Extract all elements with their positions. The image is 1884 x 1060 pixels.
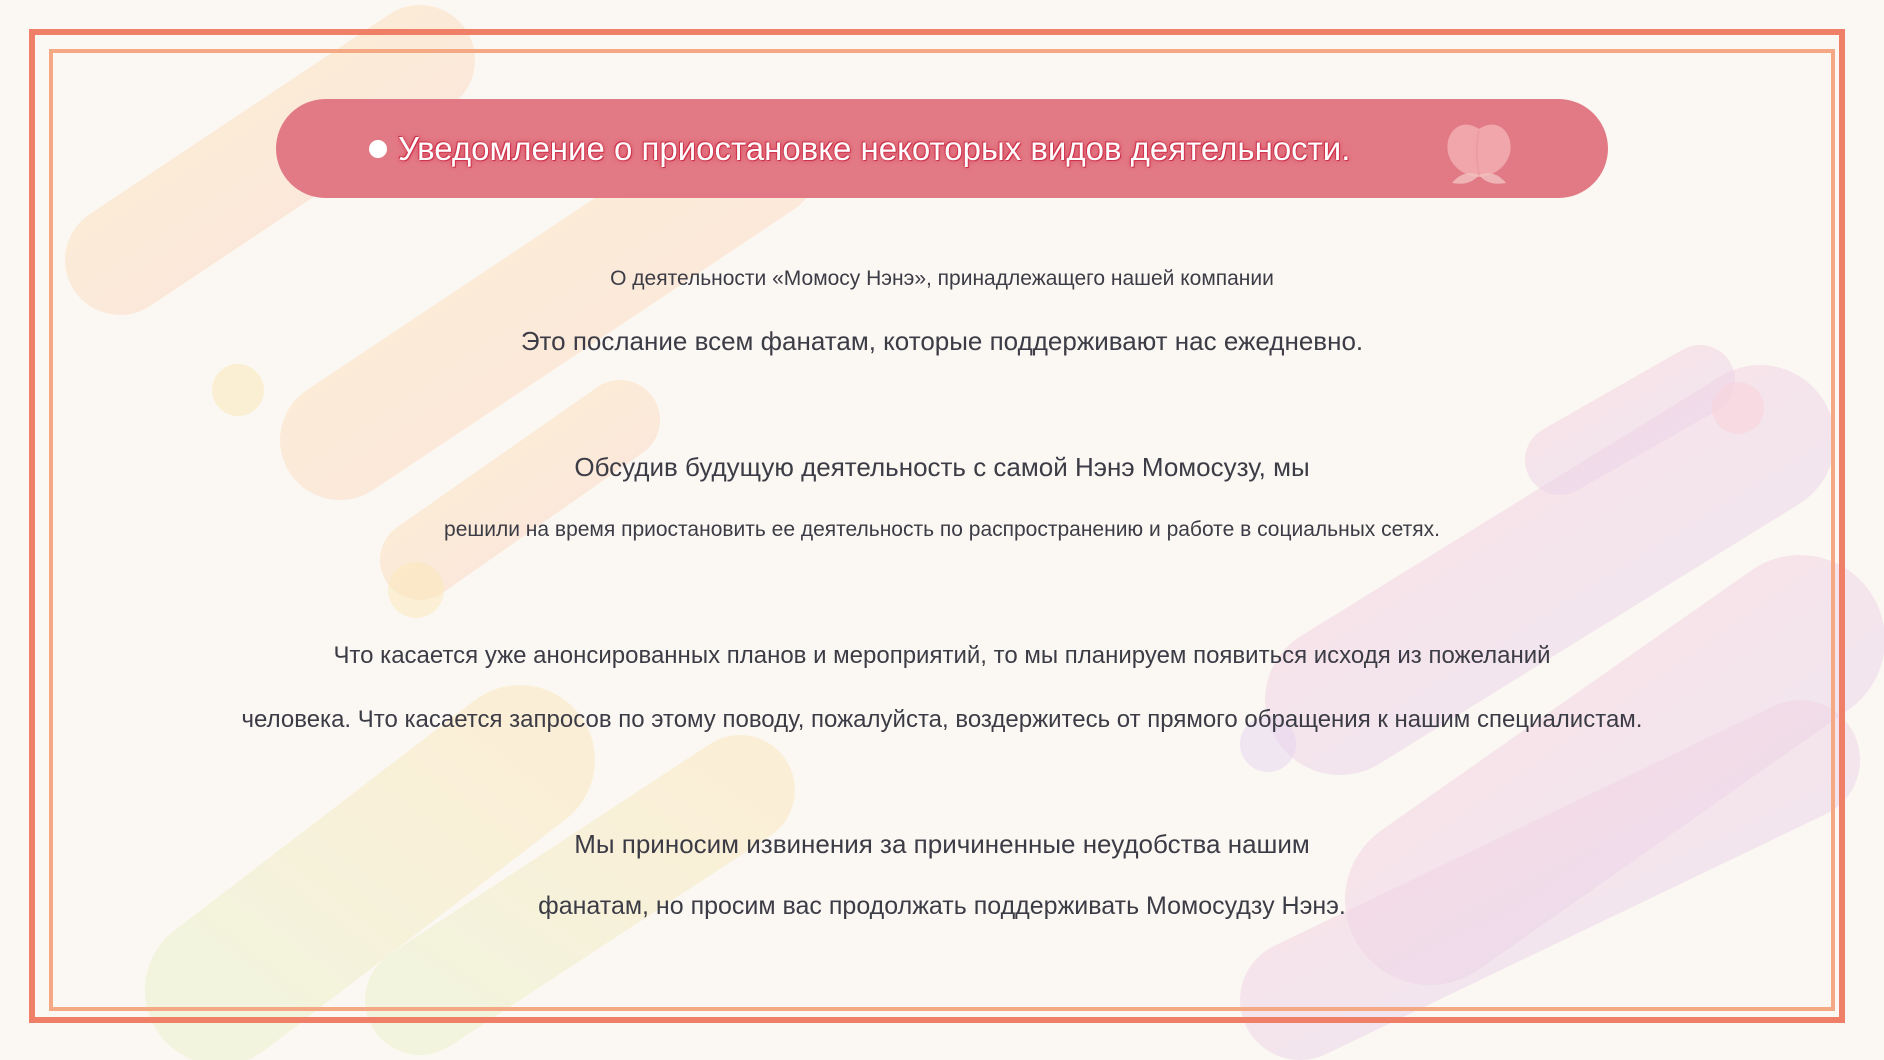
- paragraph-3-line-2: фанатам, но просим вас продолжать поддерживать Момосудзу Нэнэ.: [538, 892, 1346, 920]
- bullet-dot-icon: [369, 140, 387, 158]
- notice-intro: Это послание всем фанатам, которые поддерживают нас ежедневно.: [520, 326, 1364, 356]
- title-banner: [276, 99, 1608, 198]
- paragraph-1-line-1: Обсудив будущую деятельность с самой Нэнэ Момосузу, мы: [574, 452, 1310, 482]
- notice-title: Уведомление о приостановке некоторых видов деятельности.: [398, 130, 1351, 167]
- paragraph-1-line-2: решили на время приостановить ее деятельность по распространению и работе в социальных сетях.: [444, 518, 1440, 541]
- paragraph-3-line-1: Мы приносим извинения за причиненные неудобства нашим: [574, 829, 1310, 859]
- notice-subtitle: О деятельности «Момосу Нэнэ», принадлежащего нашей компании: [610, 267, 1274, 290]
- paragraph-2-line-1: Что касается уже анонсированных планов и мероприятий, то мы планируем появиться исходя из пожеланий: [333, 642, 1551, 669]
- peach-icon: [1440, 111, 1518, 189]
- paragraph-2-line-2: человека. Что касается запросов по этому поводу, пожалуйста, воздержитесь от прямого обращения к нашим специалистам.: [241, 706, 1643, 733]
